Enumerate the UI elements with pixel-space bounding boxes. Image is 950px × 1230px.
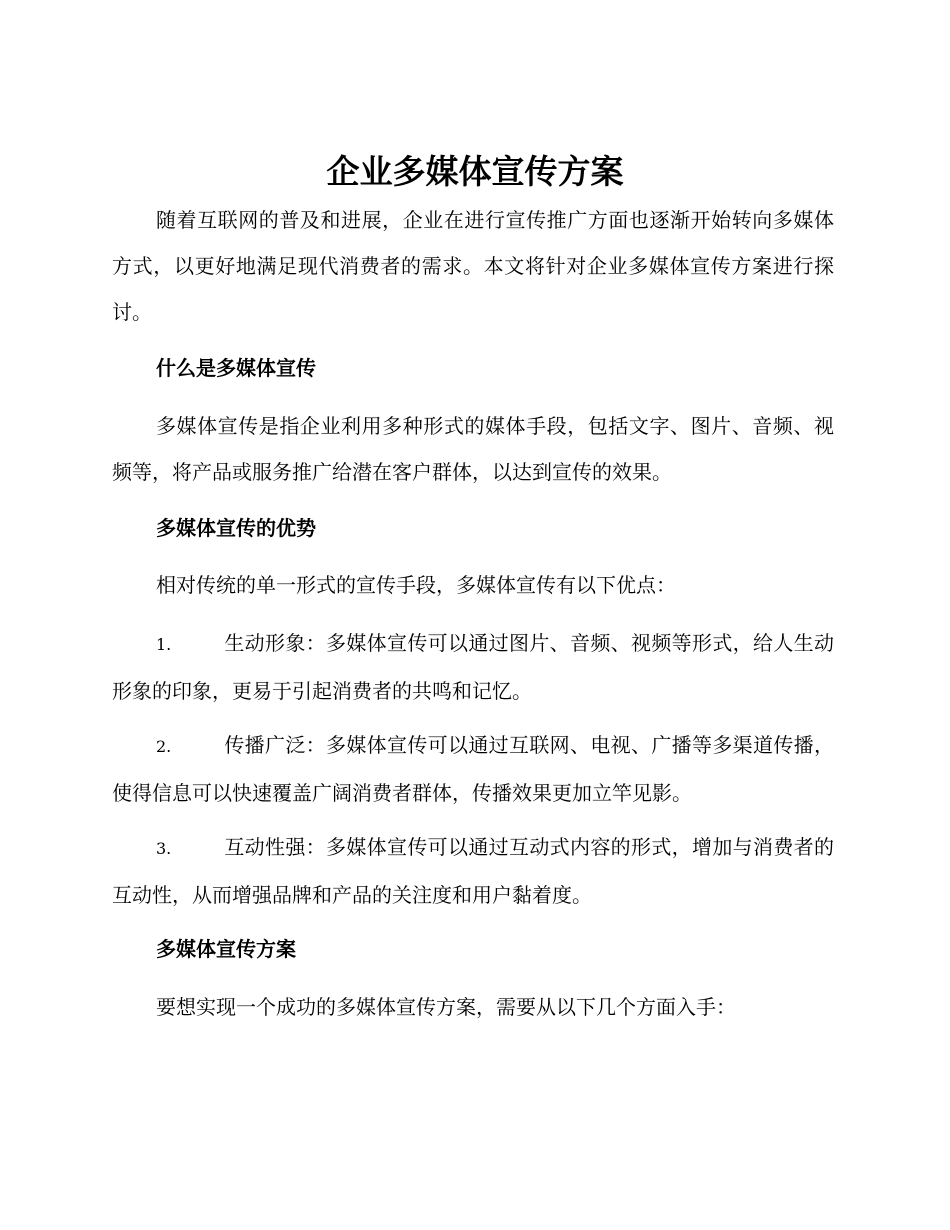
plan-intro-paragraph: 要想实现一个成功的多媒体宣传方案，需要从以下几个方面入手： bbox=[156, 995, 736, 1019]
section-heading-advantages: 多媒体宣传的优势 bbox=[156, 516, 316, 540]
list-item-number: 3. bbox=[156, 839, 172, 858]
section-heading-plan: 多媒体宣传方案 bbox=[156, 937, 296, 961]
list-item bbox=[112, 824, 834, 918]
advantages-intro-paragraph: 相对传统的单一形式的宣传手段，多媒体宣传有以下优点： bbox=[156, 573, 676, 597]
list-item-number: 2. bbox=[156, 737, 172, 756]
list-item-text: 生动形象：多媒体宣传可以通过图片、音频、视频等形式，给人生动形象的印象，更易于引起消费者的共鸣和记忆。 bbox=[112, 631, 834, 703]
list-item bbox=[112, 722, 834, 816]
list-item-number: 1. bbox=[156, 635, 172, 654]
list-item-text: 传播广泛：多媒体宣传可以通过互联网、电视、广播等多渠道传播，使得信息可以快速覆盖广阔消费者群体，传播效果更加立竿见影。 bbox=[112, 733, 834, 805]
section-heading-what-is: 什么是多媒体宣传 bbox=[156, 356, 316, 380]
list-item bbox=[112, 620, 834, 714]
section-paragraph-what-is: 多媒体宣传是指企业利用多种形式的媒体手段，包括文字、图片、音频、视频等，将产品或服务推广给潜在客户群体，以达到宣传的效果。 bbox=[112, 414, 834, 484]
intro-paragraph: 随着互联网的普及和进展，企业在进行宣传推广方面也逐渐开始转向多媒体方式，以更好地满足现代消费者的需求。本文将针对企业多媒体宣传方案进行探讨。 bbox=[112, 208, 834, 324]
list-item-text: 互动性强：多媒体宣传可以通过互动式内容的形式，增加与消费者的互动性，从而增强品牌和产品的关注度和用户黏着度。 bbox=[112, 835, 834, 907]
document-title: 企业多媒体宣传方案 bbox=[326, 152, 624, 191]
